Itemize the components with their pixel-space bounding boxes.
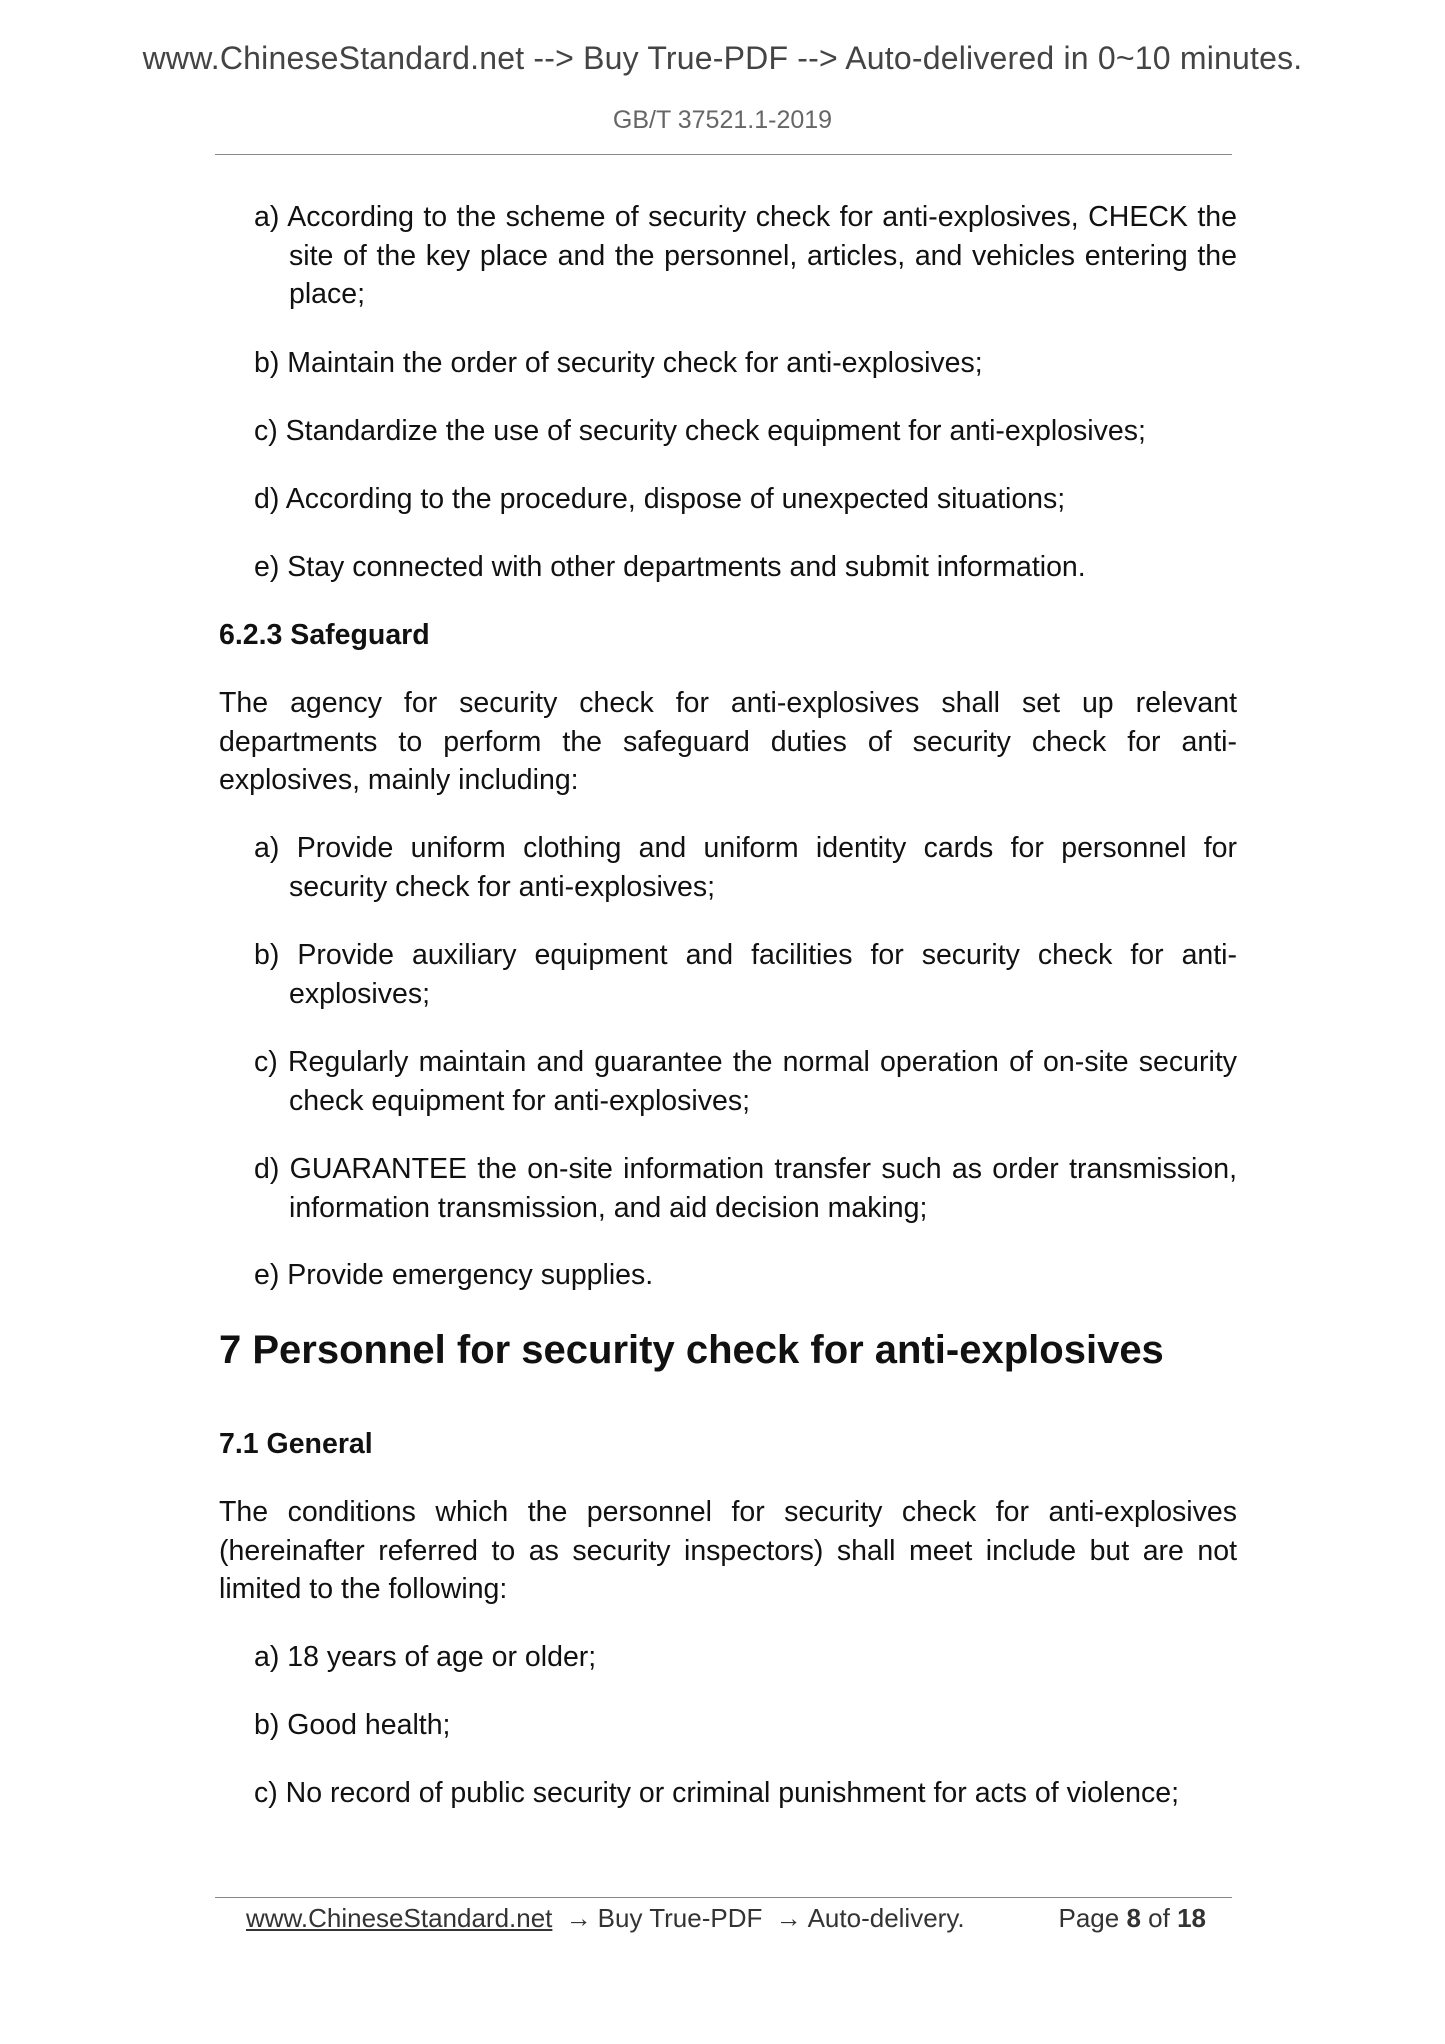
list-item-line: [254, 1043, 1237, 1082]
paragraph: [219, 684, 1237, 800]
paragraph-line: limited to the following:: [219, 1573, 508, 1605]
list-marker: e): [254, 1259, 280, 1291]
list-item: [254, 1638, 1237, 1677]
list-item-text: Regularly maintain and guarantee the normal operation of on-site security: [287, 1046, 1237, 1078]
list-marker: a): [254, 1641, 280, 1673]
list-item: [254, 1150, 1237, 1227]
list-item-line: [254, 1150, 1237, 1189]
section-heading: 7.1 General: [219, 1428, 373, 1460]
page-current: 8: [1126, 1903, 1141, 1933]
list-item-continuation: information transmission, and aid decision making;: [289, 1191, 928, 1224]
list-item-continuation: site of the key place and the personnel, articles, and vehicles entering the: [289, 239, 1237, 272]
list-item-text: According to the scheme of security check for anti-explosives, CHECK the: [287, 201, 1237, 233]
footer-link[interactable]: www.ChineseStandard.net: [246, 1903, 553, 1933]
footer-delivery-text: Auto-delivery.: [807, 1903, 965, 1933]
page-footer: [246, 1903, 1206, 1934]
list-item: [254, 412, 1237, 451]
list-item: [254, 936, 1237, 1013]
list-item: [254, 480, 1237, 519]
chapter-heading: 7 Personnel for security check for anti-explosives: [219, 1328, 1164, 1372]
list-item-text: Standardize the use of security check equipment for anti-explosives;: [285, 415, 1146, 447]
paragraph-line: departments to perform the safeguard duties of security check for anti-: [219, 725, 1237, 758]
list-item: [254, 1706, 1237, 1745]
list-item: [254, 198, 1237, 314]
page-word: Page: [1058, 1903, 1120, 1933]
list-marker: a): [254, 832, 280, 864]
footer-divider: [215, 1897, 1232, 1898]
list-marker: c): [254, 1777, 278, 1809]
list-item-continuation: place;: [289, 278, 366, 310]
list-marker: b): [254, 939, 280, 971]
standard-number: GB/T 37521.1-2019: [612, 106, 833, 134]
top-banner[interactable]: www.ChineseStandard.net --> Buy True-PDF --> Auto-delivered in 0~10 minutes.: [142, 40, 1303, 76]
paragraph: [219, 1493, 1237, 1609]
list-item-text: No record of public security or criminal punishment for acts of violence;: [285, 1777, 1180, 1809]
list-item-text: 18 years of age or older;: [287, 1641, 597, 1673]
paragraph-line: The conditions which the personnel for security check for anti-explosives: [219, 1496, 1237, 1528]
list-item-text: Provide uniform clothing and uniform identity cards for personnel for: [296, 832, 1238, 864]
list-item: [254, 1774, 1237, 1813]
list-item-line: [254, 936, 1237, 975]
list-item: [254, 1256, 1237, 1295]
list-item-text: Provide emergency supplies.: [287, 1259, 654, 1291]
list-item-text: Maintain the order of security check for anti-explosives;: [287, 347, 983, 379]
list-marker: b): [254, 1709, 280, 1741]
list-marker: d): [254, 483, 280, 515]
list-item-text: Good health;: [287, 1709, 451, 1741]
list-item-text: GUARANTEE the on-site information transfer such as order transmission,: [289, 1153, 1237, 1185]
list-item-continuation: check equipment for anti-explosives;: [289, 1084, 750, 1117]
list-marker: c): [254, 1046, 278, 1078]
list-marker: b): [254, 347, 280, 379]
footer-buy-text: Buy True-PDF: [597, 1903, 763, 1933]
list-item-continuation: security check for anti-explosives;: [289, 870, 716, 903]
paragraph-line: explosives, mainly including:: [219, 764, 579, 796]
paragraph-line: The agency for security check for anti-explosives shall set up relevant: [219, 687, 1237, 719]
list-item-line: [254, 829, 1237, 868]
paragraph-line: (hereinafter referred to as security inspectors) shall meet include but are not: [219, 1534, 1237, 1567]
list-marker: a): [254, 201, 280, 233]
header-divider: [215, 154, 1232, 155]
list-item-continuation: explosives;: [289, 977, 430, 1010]
list-item: [254, 1043, 1237, 1120]
list-item-text: Stay connected with other departments and submit information.: [287, 551, 1086, 583]
section-heading: 6.2.3 Safeguard: [219, 619, 430, 651]
list-item: [254, 548, 1237, 587]
list-marker: d): [254, 1153, 280, 1185]
of-word: of: [1148, 1903, 1170, 1933]
list-item-text: According to the procedure, dispose of unexpected situations;: [285, 483, 1066, 515]
list-item: [254, 829, 1237, 906]
list-marker: e): [254, 551, 280, 583]
list-item-text: Provide auxiliary equipment and facilities for security check for anti-: [297, 939, 1238, 971]
list-item: [254, 344, 1237, 383]
page-indicator: [1058, 1903, 1206, 1934]
arrow-right-icon: →: [565, 1903, 592, 1933]
arrow-right-icon: →: [775, 1903, 802, 1933]
list-item-line: [254, 198, 1237, 237]
list-marker: c): [254, 415, 278, 447]
page-total: 18: [1177, 1903, 1206, 1933]
